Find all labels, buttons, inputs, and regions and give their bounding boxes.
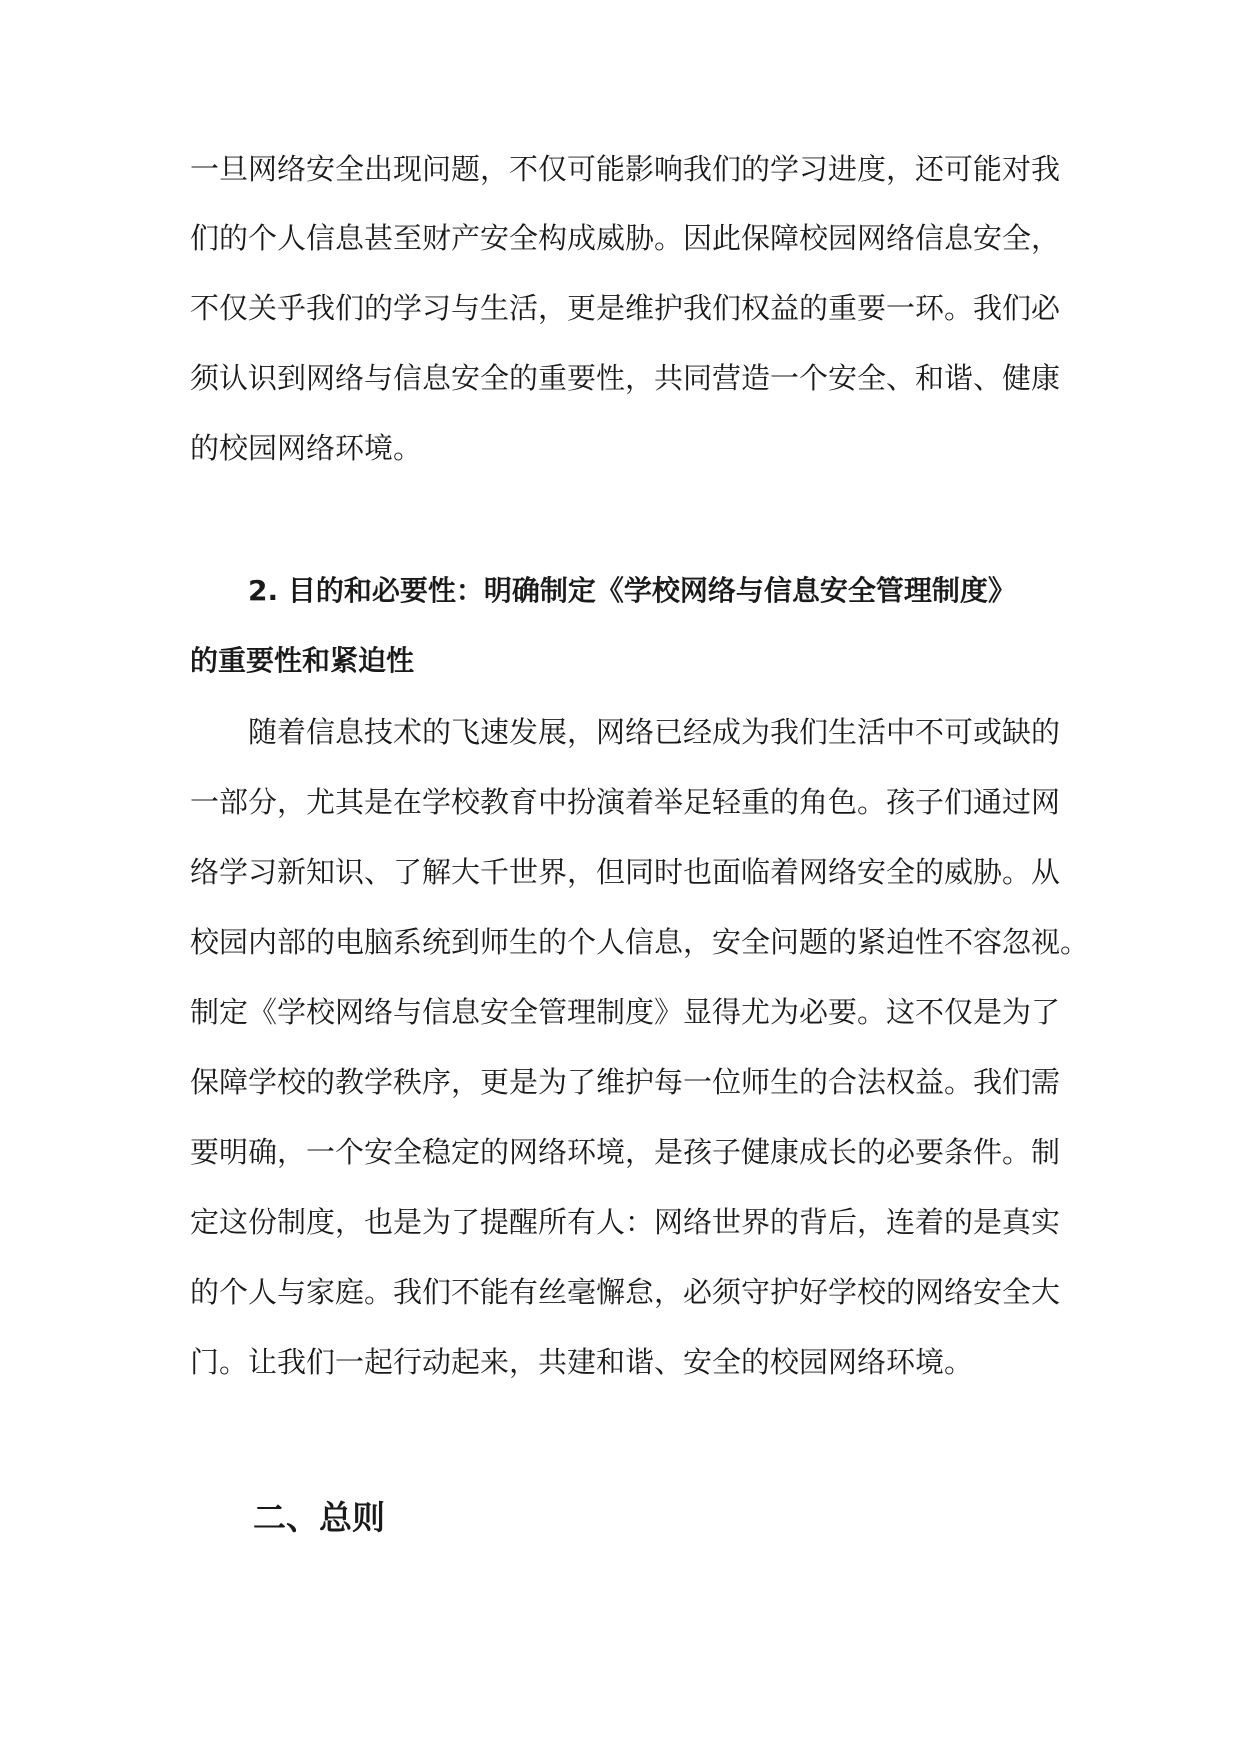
paragraph-line: 的个人与家庭。我们不能有丝毫懈怠，必须守护好学校的网络安全大 [190, 1275, 1061, 1309]
paragraph-line: 随着信息技术的飞速发展，网络已经成为我们生活中不可或缺的 [248, 715, 1061, 749]
paragraph-line: 不仅关乎我们的学习与生活，更是维护我们权益的重要一环。我们必 [190, 291, 1061, 325]
paragraph-line: 制定《学校网络与信息安全管理制度》显得尤为必要。这不仅是为了 [190, 995, 1061, 1029]
paragraph-line: 校园内部的电脑系统到师生的个人信息，安全问题的紧迫性不容忽视。 [190, 925, 1090, 959]
paragraph-line: 定这份制度，也是为了提醒所有人：网络世界的背后，连着的是真实 [190, 1205, 1061, 1239]
paragraph-line: 保障学校的教学秩序，更是为了维护每一位师生的合法权益。我们需 [190, 1065, 1061, 1099]
paragraph-line: 一部分，尤其是在学校教育中扮演着举足轻重的角色。孩子们通过网 [190, 785, 1061, 819]
paragraph-line: 一旦网络安全出现问题，不仅可能影响我们的学习进度，还可能对我 [190, 152, 1061, 186]
paragraph-line: 门。让我们一起行动起来，共建和谐、安全的校园网络环境。 [190, 1345, 974, 1379]
subheading-line: 的重要性和紧迫性 [190, 644, 415, 677]
paragraph-line: 要明确，一个安全稳定的网络环境，是孩子健康成长的必要条件。制 [190, 1135, 1061, 1169]
paragraph-line: 们的个人信息甚至财产安全构成威胁。因此保障校园网络信息安全， [190, 221, 1061, 255]
paragraph-line: 络学习新知识、了解大千世界，但同时也面临着网络安全的威胁。从 [190, 855, 1061, 889]
paragraph-line: 的校园网络环境。 [190, 431, 423, 465]
paragraph-line: 须认识到网络与信息安全的重要性，共同营造一个安全、和谐、健康 [190, 361, 1061, 395]
subheading-line: 2. 目的和必要性：明确制定《学校网络与信息安全管理制度》 [248, 574, 1016, 607]
section-title: 二、总则 [253, 1498, 385, 1537]
